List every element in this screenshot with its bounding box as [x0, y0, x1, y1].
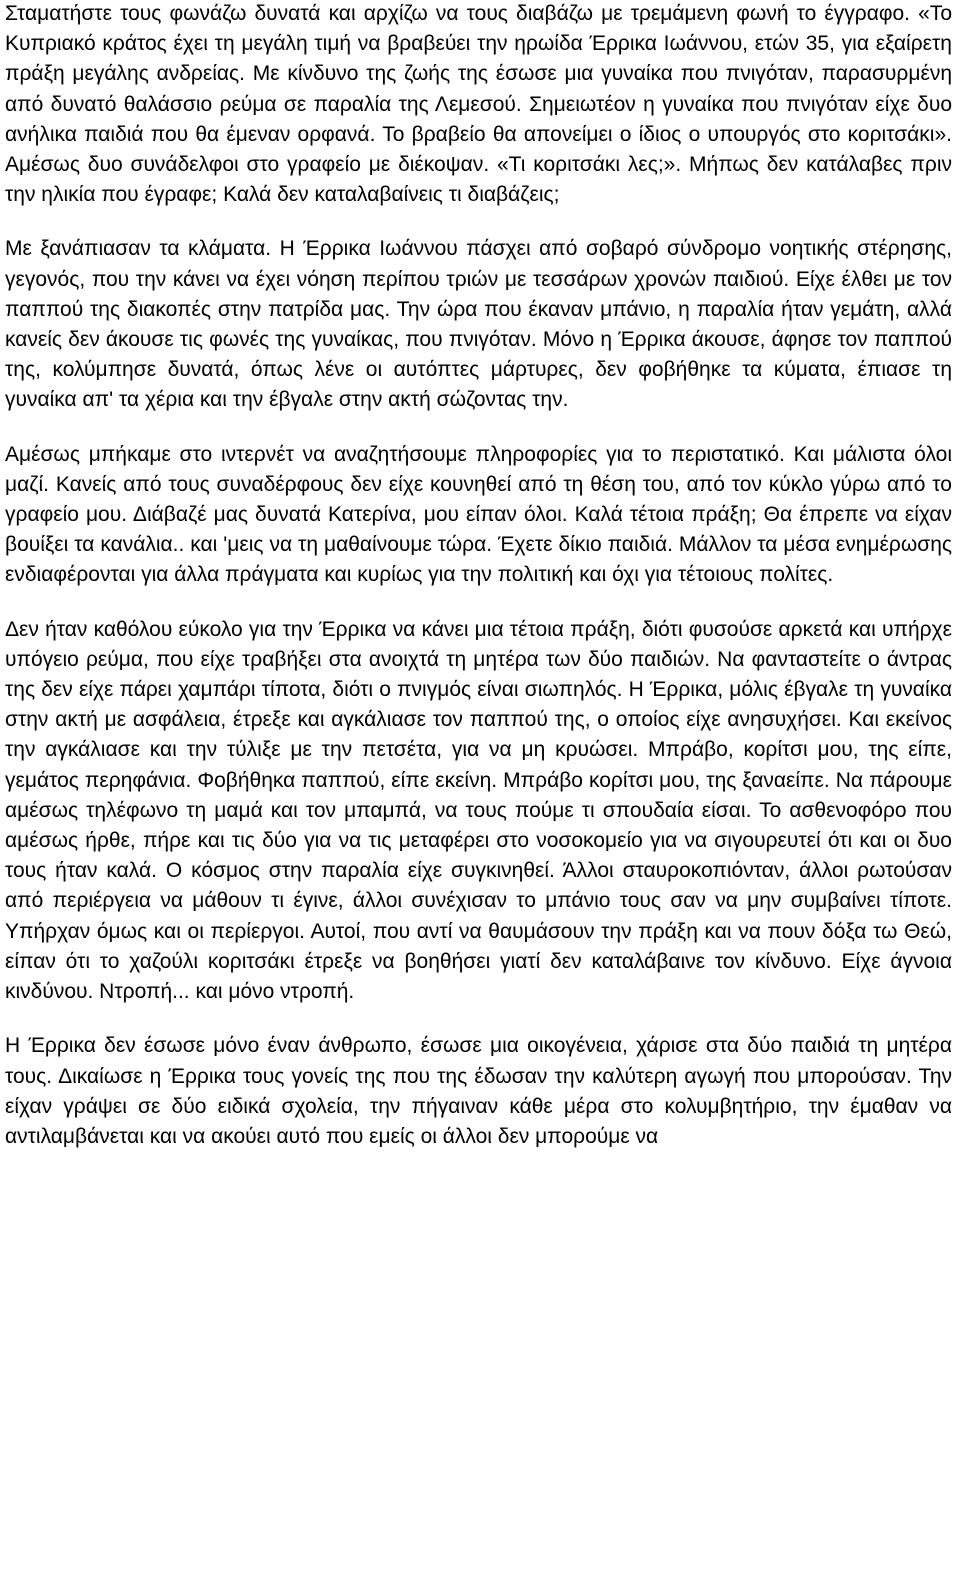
paragraph-3: Αμέσως μπήκαμε στο ιντερνέτ να αναζητήσουμε πληροφορίες για το περιστατικό. Και μάλιστα όλοι μαζί. Κανείς από τους συναδέρφους δεν είχε κουνηθεί από τη θέση του, από τον κύκλο γύρω από το γραφείο μου. Διάβαζέ μας δυνατά Κατερίνα, μου είπαν όλοι. Καλά τέτοια πράξη; Θα έπρεπε να είχαν βουίξει τα κανάλια.. και 'μεις να τη μαθαίνουμε τώρα. Έχετε δίκιο παιδιά. Μάλλον τα μέσα ενημέρωσης ενδιαφέρονται για άλλα πράγματα και κυρίως για την πολιτική και όχι για τέτοιους πολίτες. [5, 442, 952, 587]
paragraph-4: Δεν ήταν καθόλου εύκολο για την Έρρικα να κάνει μια τέτοια πράξη, διότι φυσούσε αρκετά και υπήρχε υπόγειο ρεύμα, που είχε τραβήξει στα ανοιχτά τη μητέρα των δύο παιδιών. Να φανταστείτε ο άντρας της δεν είχε πάρει χαμπάρι τίποτα, διότι ο πνιγμός είναι σιωπηλός. Η Έρρικα, μόλις έβγαλε τη γυναίκα στην ακτή με ασφάλεια, έτρεξε και αγκάλιασε τον παππού της, ο οποίος είχε ανησυχήσει. Και εκείνος την αγκάλιασε και την τύλιξε με την πετσέτα, για να μη κρυώσει. Μπράβο, κορίτσι μου, της είπε, γεμάτος περηφάνια. Φοβήθηκα παππού, είπε εκείνη. Μπράβο κορίτσι μου, της ξαναείπε. Να πάρουμε αμέσως τηλέφωνο τη μαμά και τον μπαμπά, να τους πούμε τι σπουδαία είσαι. Το ασθενοφόρο που αμέσως ήρθε, πήρε και τις δύο για να τις μεταφέρει στο νοσοκομείο για να σιγουρευτεί ότι και οι δυο τους ήταν καλά. Ο κόσμος στην παραλία είχε συγκινηθεί. Άλλοι σταυροκοπιόνταν, άλλοι ρωτούσαν από περιέργεια να μάθουν τι έγινε, άλλοι συνέχισαν το μπάνιο τους σαν να μην συμβαίνει τίποτε. Υπήρχαν όμως και οι περίεργοι. Αυτοί, που αντί να θαυμάσουν την πράξη και να πουν δόξα τω Θεώ, είπαν ότι το χαζούλι κοριτσάκι έτρεξε να βοηθήσει γιατί δεν καταλάβαινε τον κίνδυνο. Είχε άγνοια κινδύνου. Ντροπή... και μόνο ντροπή. [5, 617, 952, 1004]
paragraph-2: Με ξανάπιασαν τα κλάματα. Η Έρρικα Ιωάννου πάσχει από σοβαρό σύνδρομο νοητικής στέρησης, γεγονός, που την κάνει να έχει νόηση περίπου τριών με τεσσάρων χρονών παιδιού. Είχε έλθει με τον παππού της διακοπές στην πατρίδα μας. Την ώρα που έκαναν μπάνιο, η παραλία ήταν γεμάτη, αλλά κανείς δεν άκουσε τις φωνές της γυναίκας, που πνιγόταν. Μόνο η Έρρικα άκουσε, άφησε τον παππού της, κολύμπησε δυνατά, όπως λένε οι αυτόπτες μάρτυρες, δεν φοβήθηκε τα κύματα, έπιασε τη γυναίκα απ' τα χέρια και την έβγαλε στην ακτή σώζοντας την. [5, 237, 952, 412]
paragraph-1: Σταματήστε τους φωνάζω δυνατά και αρχίζω να τους διαβάζω με τρεμάμενη φωνή το έγγραφο. «Το Κυπριακό κράτος έχει τη μεγάλη τιμή να βραβεύει την ηρωίδα Έρρικα Ιωάννου, ετών 35, για εξαίρετη πράξη μεγάλης ανδρείας. Με κίνδυνο της ζωής της έσωσε μια γυναίκα που πνιγόταν, παρασυρμένη από δυνατό θαλάσσιο ρεύμα σε παραλία της Λεμεσού. Σημειωτέον η γυναίκα που πνιγόταν είχε δυο ανήλικα παιδιά που θα έμεναν ορφανά. Το βραβείο θα απονείμει ο ίδιος ο υπουργός στο κοριτσάκι». Αμέσως δυο συνάδελφοι στο γραφείο με διέκοψαν. «Τι κοριτσάκι λες;». Μήπως δεν κατάλαβες πριν την ηλικία που έγραφε; Καλά δεν καταλαβαίνεις τι διαβάζεις; [5, 2, 952, 207]
paragraph-5: Η Έρρικα δεν έσωσε μόνο έναν άνθρωπο, έσωσε μια οικογένεια, χάρισε στα δύο παιδιά τη μητέρα τους. Δικαίωσε η Έρρικα τους γονείς της που της έδωσαν την καλύτερη αγωγή που μπορούσαν. Την είχαν γράψει σε δύο ειδικά σχολεία, την πήγαιναν κάθε μέρα στο κολυμβητήριο, την έμαθαν να αντιλαμβάνεται και να ακούει αυτό που εμείς οι άλλοι δεν μπορούμε να [5, 1034, 952, 1148]
